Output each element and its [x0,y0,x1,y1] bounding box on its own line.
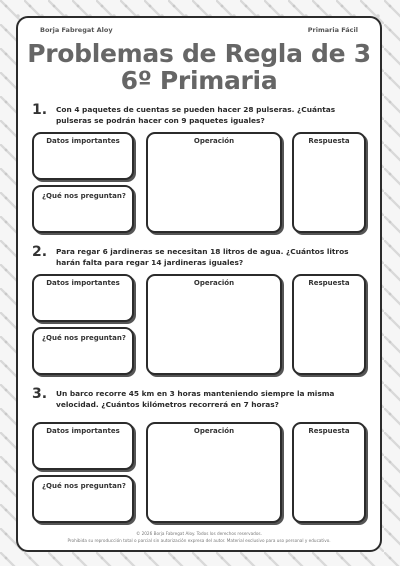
problem-text: Para regar 6 jardineras se necesitan 18 litros de agua. ¿Cuántos litros harán falta para regar 14 jardineras iguales? [56,247,349,267]
problem-text: Un barco recorre 45 km en 3 horas manteniendo siempre la misma velocidad. ¿Cuántos kilómetros recorrerá en 7 horas? [56,389,335,409]
datos-label: Datos importantes [46,137,120,145]
respuesta-label: Respuesta [308,279,350,287]
operacion-box[interactable] [146,422,282,523]
title-line-2: 6º Primaria [120,66,278,95]
pregunta-box[interactable] [32,327,134,375]
datos-box[interactable] [32,422,134,470]
copyright-line-2: Prohibida su reproducción total o parcial sin autorización expresa del autor. Material exclusivo para uso personal y educativo. [67,538,331,543]
problem-number: 3. [32,386,48,402]
problem-number: 2. [32,244,48,260]
respuesta-box[interactable] [292,422,366,523]
copyright-line-1: © 2026 Borja Fabregat Aloy. Todos los derechos reservados. [136,531,262,536]
operacion-label: Operación [193,427,235,435]
respuesta-box[interactable] [292,132,366,233]
operacion-box[interactable] [146,274,282,375]
respuesta-label: Respuesta [308,137,350,145]
operacion-label: Operación [193,137,235,145]
pregunta-label: ¿Qué nos preguntan? [42,482,126,490]
pregunta-label: ¿Qué nos preguntan? [42,192,126,200]
pregunta-box[interactable] [32,185,134,233]
author-name: Borja Fabregat Aloy [40,26,113,34]
pregunta-label: ¿Qué nos preguntan? [42,334,126,342]
operacion-box[interactable] [146,132,282,233]
problem-number: 1. [32,102,48,118]
title-line-1: Problemas de Regla de 3 [27,39,371,68]
datos-label: Datos importantes [46,279,120,287]
respuesta-label: Respuesta [308,427,350,435]
datos-box[interactable] [32,132,134,180]
worksheet-page [16,16,382,552]
respuesta-box[interactable] [292,274,366,375]
problem-text: Con 4 paquetes de cuentas se pueden hacer 28 pulseras. ¿Cuántas pulseras se podrán hacer con 9 paquetes iguales? [56,105,336,125]
datos-box[interactable] [32,274,134,322]
level-label: Primaria Fácil [307,26,358,34]
operacion-label: Operación [193,279,235,287]
copyright-footer [18,530,380,544]
page-title [18,40,380,94]
pregunta-box[interactable] [32,475,134,523]
datos-label: Datos importantes [46,427,120,435]
